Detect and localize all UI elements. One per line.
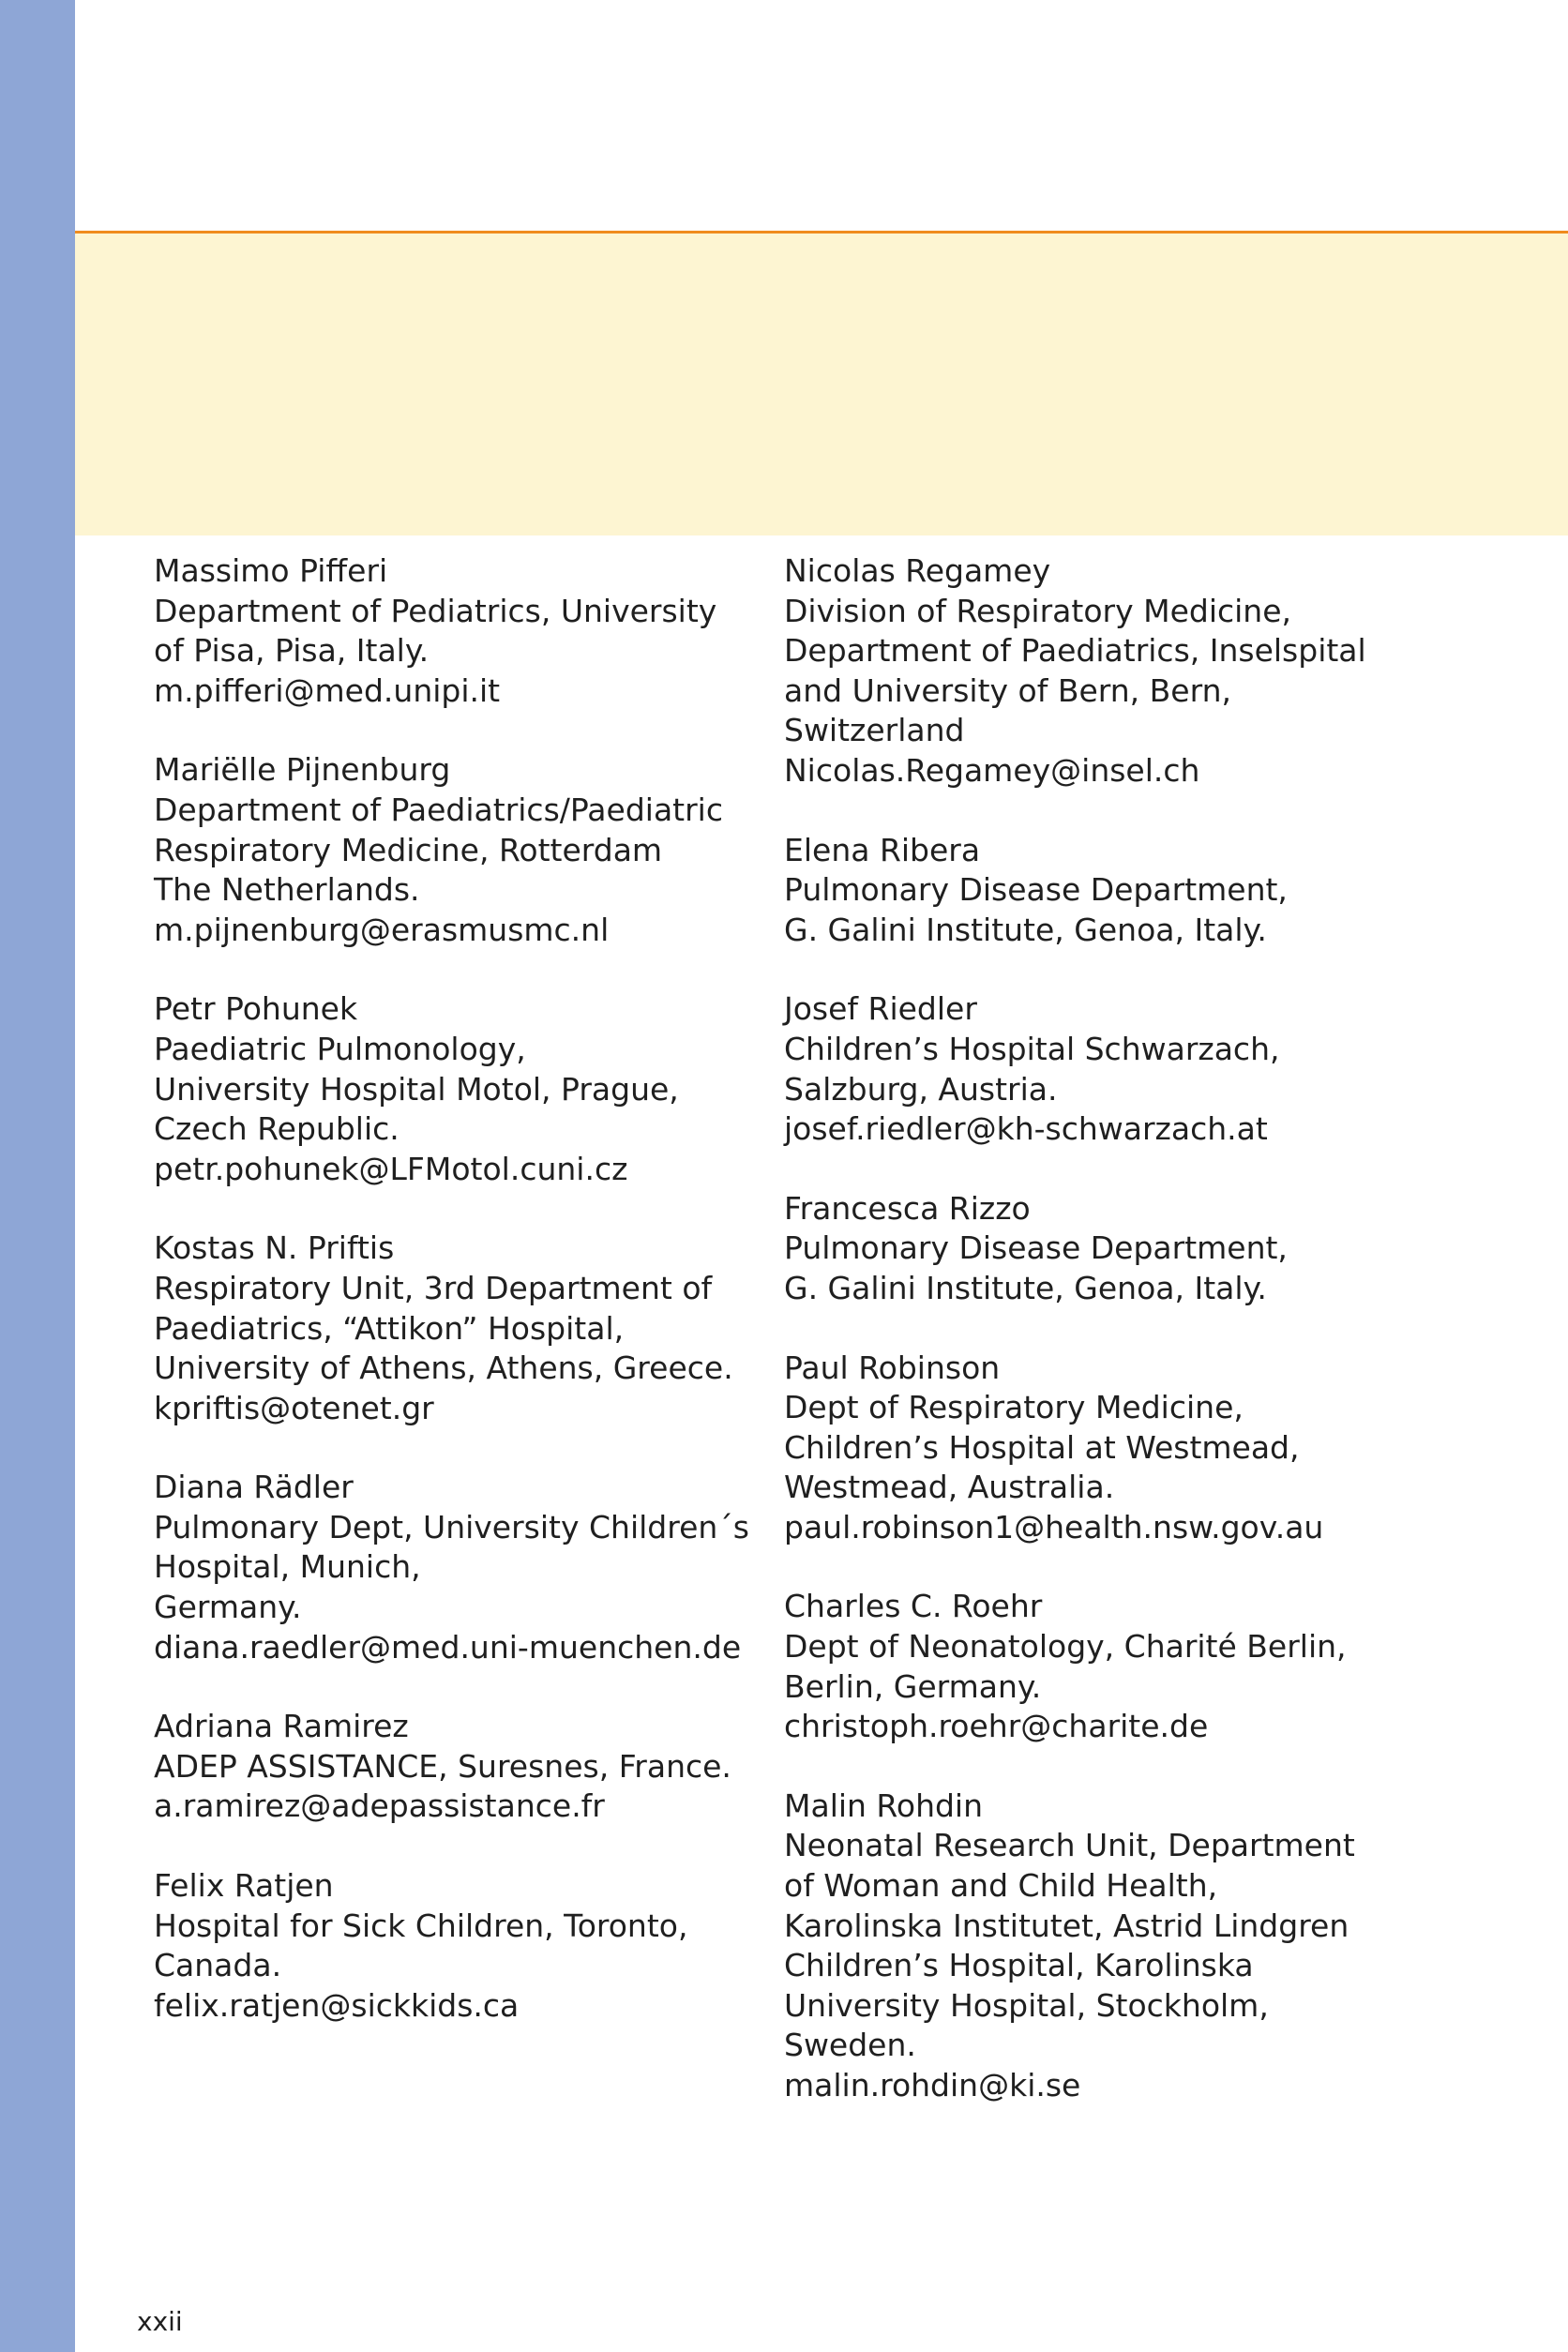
contributor-email: malin.rohdin@ki.se: [784, 2067, 1081, 2103]
contributor-email: josef.riedler@kh-schwarzach.at: [784, 1110, 1268, 1148]
page-number: xxii: [137, 2306, 183, 2337]
contributor-affiliation-line: Hospital for Sick Children, Toronto,: [154, 1907, 688, 1944]
contributor-affiliation-line: Dept of Neonatology, Charité Berlin,: [784, 1628, 1347, 1666]
contributor-affiliation-line: Berlin, Germany.: [784, 1667, 1042, 1705]
contributor-affiliation-line: University Hospital, Stockholm,: [784, 1986, 1269, 2024]
contributor-email: a.ramirez@adepassistance.fr: [154, 1787, 605, 1825]
contributor-name: Felix Ratjen: [154, 1867, 334, 1905]
contributor-email: Nicolas.Regamey@insel.ch: [784, 751, 1200, 789]
contributor-entry: [154, 989, 754, 1189]
contributor-name: Paul Robinson: [784, 1349, 1001, 1386]
contributor-entry: [784, 1587, 1384, 1746]
contributor-entry: [784, 551, 1384, 792]
contributor-affiliation-line: Paediatric Pulmonology,: [154, 1030, 526, 1067]
contributor-affiliation-line: G. Galini Institute, Genoa, Italy.: [784, 911, 1267, 948]
contributor-entry: [154, 1707, 754, 1827]
contributor-name: Diana Rädler: [154, 1469, 354, 1506]
contributor-affiliation-line: Canada.: [154, 1947, 282, 1984]
contributor-affiliation-line: Pulmonary Disease Department,: [784, 1229, 1288, 1267]
contributor-affiliation-line: of Pisa, Pisa, Italy.: [154, 632, 430, 670]
contributor-affiliation-line: University of Athens, Athens, Greece.: [154, 1349, 733, 1387]
contributor-affiliation-line: Pulmonary Dept, University Children´s: [154, 1508, 749, 1545]
contributor-affiliation-line: Paediatrics, “Attikon” Hospital,: [154, 1309, 625, 1347]
contributor-entry: [154, 1866, 754, 2026]
contributor-affiliation-line: Department of Paediatrics/Paediatric: [154, 791, 723, 828]
contributor-affiliation-line: Department of Paediatrics, Inselspital: [784, 632, 1366, 670]
contributor-affiliation-line: Westmead, Australia.: [784, 1469, 1115, 1506]
contributor-affiliation-line: The Netherlands.: [154, 871, 420, 909]
contributor-name: Mariëlle Pijnenburg: [154, 751, 451, 789]
contributors-column-left: [154, 551, 754, 2065]
contributor-name: Kostas N. Priftis: [154, 1229, 395, 1267]
contributor-email: m.pijnenburg@erasmusmc.nl: [154, 911, 610, 948]
contributor-affiliation-line: G. Galini Institute, Genoa, Italy.: [784, 1269, 1267, 1306]
contributor-affiliation-line: Sweden.: [784, 2027, 916, 2064]
contributor-email: felix.ratjen@sickkids.ca: [154, 1986, 520, 2024]
contributor-affiliation-line: Respiratory Medicine, Rotterdam: [154, 831, 663, 868]
contributor-affiliation-line: University Hospital Motol, Prague,: [154, 1070, 679, 1108]
contributor-entry: [784, 831, 1384, 951]
contributor-entry: [784, 1189, 1384, 1309]
contributor-affiliation-line: Salzburg, Austria.: [784, 1070, 1058, 1108]
contributor-email: kpriftis@otenet.gr: [154, 1389, 434, 1426]
contributor-affiliation-line: Czech Republic.: [154, 1110, 400, 1148]
contributor-name: Francesca Rizzo: [784, 1189, 1031, 1227]
contributor-entry: [154, 1468, 754, 1667]
contributor-affiliation-line: Hospital, Munich,: [154, 1548, 421, 1586]
contributor-affiliation-line: Switzerland: [784, 712, 965, 749]
contributor-affiliation-line: Karolinska Institutet, Astrid Lindgren: [784, 1907, 1349, 1944]
contributor-affiliation-line: ADEP ASSISTANCE, Suresnes, France.: [154, 1747, 731, 1785]
contributor-entry: [154, 750, 754, 950]
contributor-affiliation-line: and University of Bern, Bern,: [784, 671, 1231, 709]
contributor-email: paul.robinson1@health.nsw.gov.au: [784, 1508, 1324, 1545]
contributor-name: Petr Pohunek: [154, 990, 358, 1028]
contributor-affiliation-line: Children’s Hospital at Westmead,: [784, 1428, 1300, 1466]
contributor-name: Nicolas Regamey: [784, 552, 1051, 589]
contributor-entry: [784, 989, 1384, 1149]
side-color-band: [0, 0, 75, 2352]
contributor-affiliation-line: Children’s Hospital, Karolinska: [784, 1947, 1254, 1984]
header-band: [75, 234, 1568, 535]
contributor-email: petr.pohunek@LFMotol.cuni.cz: [154, 1150, 628, 1187]
contributor-email: m.pifferi@med.unipi.it: [154, 671, 501, 709]
contributor-email: diana.raedler@med.uni-muenchen.de: [154, 1628, 742, 1666]
contributor-entry: [154, 551, 754, 711]
contributor-entry: [154, 1229, 754, 1428]
contributor-affiliation-line: of Woman and Child Health,: [784, 1867, 1218, 1905]
contributor-affiliation-line: Neonatal Research Unit, Department: [784, 1827, 1355, 1864]
contributors-column-right: [784, 551, 1384, 2146]
contributor-entry: [784, 1787, 1384, 2106]
contributor-name: Adriana Ramirez: [154, 1708, 409, 1745]
contributor-name: Massimo Pifferi: [154, 552, 388, 589]
contributor-affiliation-line: Dept of Respiratory Medicine,: [784, 1389, 1244, 1426]
contributor-affiliation-line: Division of Respiratory Medicine,: [784, 592, 1292, 629]
contributor-entry: [784, 1349, 1384, 1548]
contributor-name: Malin Rohdin: [784, 1787, 984, 1824]
contributor-affiliation-line: Department of Pediatrics, University: [154, 592, 717, 629]
contributor-affiliation-line: Children’s Hospital Schwarzach,: [784, 1030, 1280, 1067]
contributor-affiliation-line: Pulmonary Disease Department,: [784, 871, 1288, 909]
contributor-name: Charles C. Roehr: [784, 1588, 1043, 1625]
contributor-name: Elena Ribera: [784, 831, 981, 868]
contributor-affiliation-line: Respiratory Unit, 3rd Department of: [154, 1269, 713, 1306]
contributor-name: Josef Riedler: [784, 990, 977, 1028]
contributor-email: christoph.roehr@charite.de: [784, 1708, 1209, 1745]
contributor-affiliation-line: Germany.: [154, 1589, 302, 1626]
